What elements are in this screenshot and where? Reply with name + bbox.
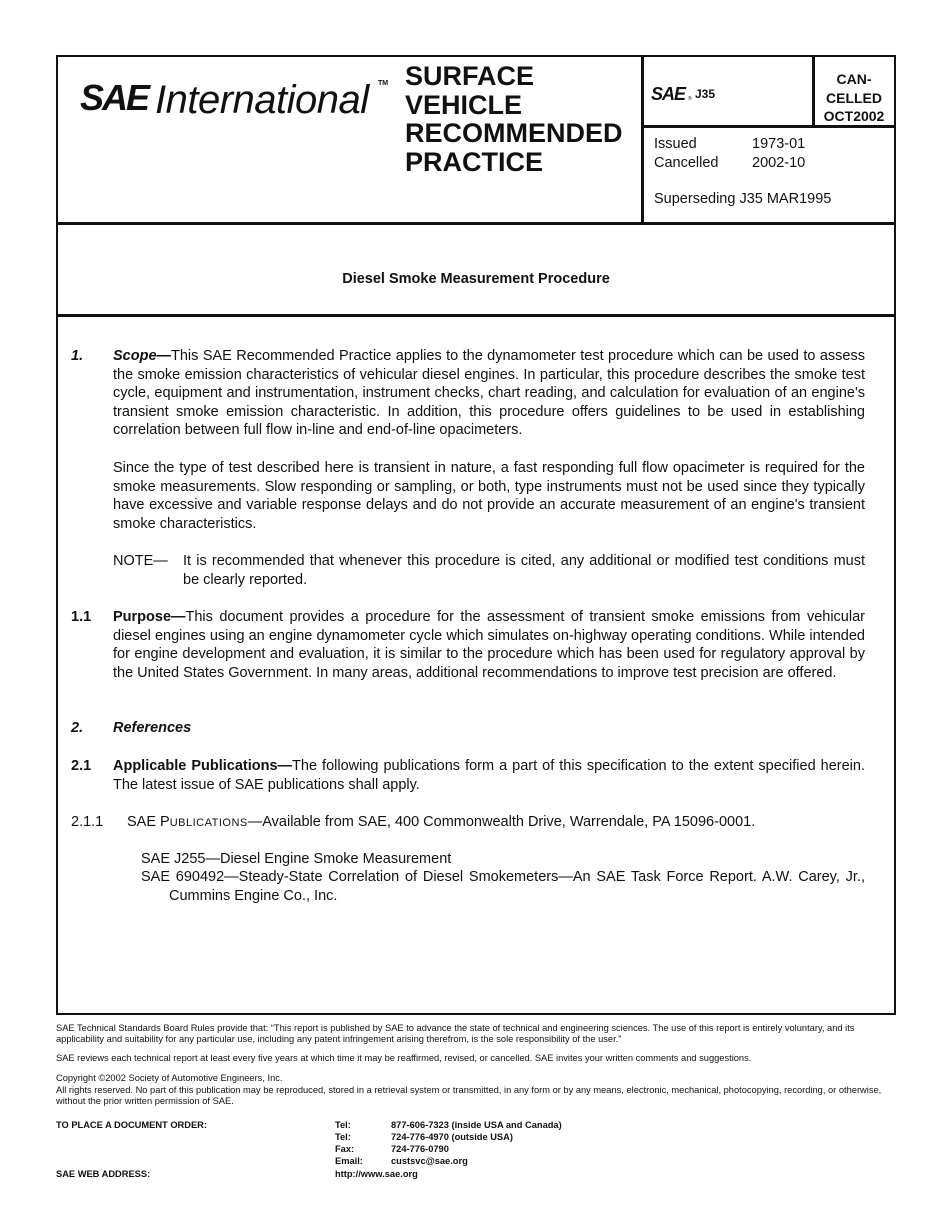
cancelled-value: 2002-10 (752, 155, 806, 171)
cancelled-line: OCT2002 (823, 108, 885, 124)
sae-logo-international: International (155, 78, 369, 122)
section-number: 1.1 (71, 609, 92, 625)
contact-value: 724-776-4970 (outside USA) (391, 1132, 513, 1142)
section-number: 1. (71, 348, 84, 364)
email-link[interactable]: custsvc@sae.org (391, 1156, 468, 1166)
paragraph-text: The following publications form a part of this specification to the extent specified herein. The latest issue of SAE publications shall apply. (113, 758, 865, 793)
small-caps-heading-b: UBLICATIONS (169, 817, 248, 829)
doc-type-line: RECOMMENDED (405, 118, 623, 148)
header-column-divider (641, 55, 644, 224)
doc-type-line: SURFACE (405, 61, 535, 91)
reference-item: SAE J255—Diesel Engine Smoke Measurement (141, 851, 452, 867)
footer-review: SAE reviews each technical report at least every five years at which time it may be reaffirmed, revised, or cancelled. SAE invites your written comments and suggestions. (56, 1053, 752, 1063)
note-label: NOTE— (113, 553, 168, 569)
small-caps-heading-a: SAE P (127, 814, 170, 830)
reference-item (141, 868, 865, 905)
reference-text: SAE 690492—Steady-State Correlation of Diesel Smokemeters—An SAE Task Force Report. A.W. Carey, Jr., Cummins Engine Co., Inc. (141, 869, 865, 904)
title-divider (56, 314, 896, 317)
paragraph-text: This SAE Recommended Practice applies to the dynamometer test procedure which can be used to assess the smoke emission characteristics of vehicular diesel engines. In particular, this procedure describes the smoke test cycle, equipment and instrumentation, instrument checks, chart reading, and calculation for evaluation of an engine's transient smoke emission characteristic. In addition, this procedure offers guidelines to be used in establishing correlation between full flow in-line and end-of-line opacimeters. (113, 348, 865, 438)
scope-paragraph (113, 347, 865, 440)
order-label: TO PLACE A DOCUMENT ORDER: (56, 1120, 207, 1130)
issued-label: Issued (654, 136, 697, 152)
sae-logo: SAE (80, 77, 149, 118)
trademark-mark: TM (378, 80, 389, 87)
contact-label: Email: (335, 1156, 363, 1166)
footer-copyright: Copyright ©2002 Society of Automotive Engineers, Inc. (56, 1073, 283, 1083)
web-address-label: SAE WEB ADDRESS: (56, 1169, 151, 1179)
purpose-paragraph (113, 608, 865, 682)
cancelled-line: CELLED (826, 89, 882, 106)
contact-label: Fax: (335, 1144, 355, 1154)
scope-paragraph-2: Since the type of test described here is transient in nature, a fast responding full flow opacimeter is required for the smoke measurements. Slow responding or sampling, or both, type instruments must not be used since they typically have excessive and variable response delays and do not provide an accurate measurement of an engine's transient smoke characteristics. (113, 460, 865, 532)
doc-type-line: VEHICLE (405, 89, 523, 120)
footer-rights: All rights reserved. No part of this publication may be reproduced, stored in a retrieval system or transmitted, in any form or by any means, electronic, mechanical, photocopying, recording, or otherwise, without the prior written permission of SAE. (56, 1085, 882, 1106)
issued-value: 1973-01 (752, 136, 806, 152)
document-type (405, 62, 623, 176)
contact-label: Tel: (335, 1132, 351, 1142)
doc-type-line: PRACTICE (405, 146, 544, 177)
section-heading: References (113, 720, 192, 736)
document-title: Diesel Smoke Measurement Procedure (342, 271, 610, 287)
sae-publications-paragraph (127, 813, 755, 833)
section-heading: Purpose— (113, 609, 186, 625)
contact-value: 877-606-7323 (inside USA and Canada) (391, 1120, 562, 1130)
section-heading: Scope— (113, 348, 172, 364)
section-number: 2.1.1 (71, 814, 104, 830)
header-divider (56, 222, 896, 225)
web-address-link[interactable]: http://www.sae.org (335, 1169, 418, 1179)
registered-mark: ® (688, 96, 692, 102)
section-number: 2. (71, 720, 84, 736)
publications-paragraph (113, 757, 865, 794)
note-text: It is recommended that whenever this procedure is cited, any additional or modified test conditions must be clearly reported. (183, 553, 865, 588)
section-heading: Applicable Publications— (113, 758, 293, 774)
paragraph-text: This document provides a procedure for the assessment of transient smoke emissions from vehicular diesel engines using an engine dynamometer cycle which simulates on-highway operating conditions. While intended for engine development and evaluation, it is similar to the procedure which has been used for regulatory approval by the United States Government. In many areas, additional recommendations to improve test precision are offered. (113, 609, 865, 681)
section-number: 2.1 (71, 758, 92, 774)
cancelled-line: CAN- (836, 71, 872, 87)
cancelled-stamp (814, 70, 894, 126)
footer-rules: SAE Technical Standards Board Rules provide that: “This report is published by SAE to advance the state of technical and engineering sciences. The use of this report is entirely voluntary, and its applicability and suitability for any particular use, including any patent infringement arising therefrom, is the sole responsibility of the user.” (56, 1023, 855, 1044)
cancelled-label: Cancelled (654, 155, 719, 171)
paragraph-text: —Available from SAE, 400 Commonwealth Drive, Warrendale, PA 15096-0001. (247, 814, 756, 830)
document-number: J35 (695, 87, 716, 101)
sae-small-logo: SAE (651, 84, 686, 104)
contact-label: Tel: (335, 1120, 351, 1130)
superseding-note: Superseding J35 MAR1995 (654, 191, 832, 207)
contact-value: 724-776-0790 (391, 1144, 449, 1154)
